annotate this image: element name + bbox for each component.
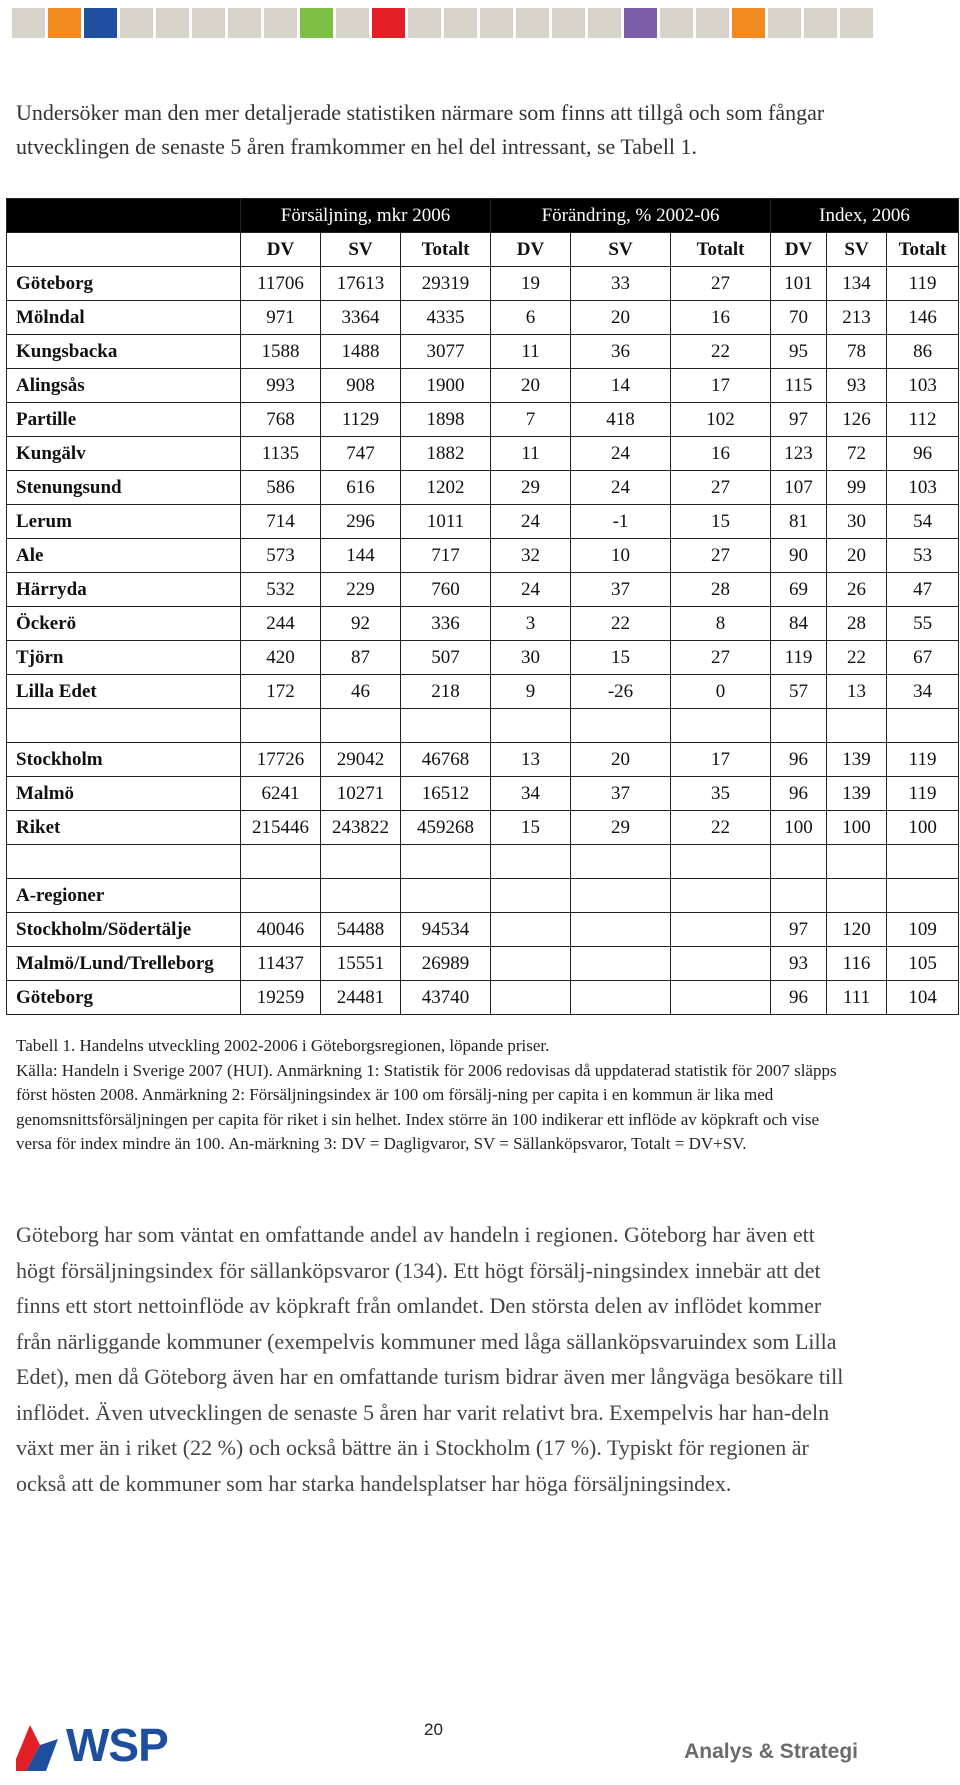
table-cell: 139 bbox=[827, 743, 887, 777]
table-cell: 87 bbox=[321, 641, 401, 675]
table-cell: 16 bbox=[671, 437, 771, 471]
table-cell: 11706 bbox=[241, 267, 321, 301]
section-title: A-regioner bbox=[7, 879, 241, 913]
table-cell: 126 bbox=[827, 403, 887, 437]
table-cell: 47 bbox=[887, 573, 959, 607]
table-cell: 1900 bbox=[401, 369, 491, 403]
column-header: SV bbox=[827, 233, 887, 267]
wsp-logo-icon bbox=[16, 1719, 62, 1771]
table-cell: 119 bbox=[887, 743, 959, 777]
table-cell bbox=[491, 981, 571, 1015]
statistics-table bbox=[6, 198, 959, 1015]
table-row bbox=[7, 335, 959, 369]
table-cell: 22 bbox=[671, 811, 771, 845]
table-cell: 6241 bbox=[241, 777, 321, 811]
color-block bbox=[444, 8, 477, 38]
table-cell: 37 bbox=[571, 777, 671, 811]
table-cell: 102 bbox=[671, 403, 771, 437]
table-cell: 24 bbox=[491, 505, 571, 539]
table-cell: 17613 bbox=[321, 267, 401, 301]
row-label: Tjörn bbox=[7, 641, 241, 675]
color-block bbox=[408, 8, 441, 38]
table-cell: 123 bbox=[771, 437, 827, 471]
table-cell: 54 bbox=[887, 505, 959, 539]
row-label: Öckerö bbox=[7, 607, 241, 641]
spacer-row bbox=[7, 709, 959, 743]
table-cell: 120 bbox=[827, 913, 887, 947]
table-row bbox=[7, 675, 959, 709]
table-cell: 93 bbox=[771, 947, 827, 981]
table-cell: 84 bbox=[771, 607, 827, 641]
table-cell: 103 bbox=[887, 369, 959, 403]
table-cell: 16512 bbox=[401, 777, 491, 811]
table-cell: 10271 bbox=[321, 777, 401, 811]
table-cell: 53 bbox=[887, 539, 959, 573]
table-cell: 111 bbox=[827, 981, 887, 1015]
row-label: Alingsås bbox=[7, 369, 241, 403]
table-cell: 32 bbox=[491, 539, 571, 573]
table-cell: 46 bbox=[321, 675, 401, 709]
table-cell: 67 bbox=[887, 641, 959, 675]
empty-cell bbox=[7, 845, 241, 879]
table-cell: 93 bbox=[827, 369, 887, 403]
table-cell: 15 bbox=[491, 811, 571, 845]
table-cell: 96 bbox=[771, 981, 827, 1015]
color-block bbox=[732, 8, 765, 38]
table-cell: 1129 bbox=[321, 403, 401, 437]
table-cell: 11 bbox=[491, 335, 571, 369]
caption-title: Tabell 1. Handelns utveckling 2002-2006 i Göteborgsregionen, löpande priser. bbox=[16, 1036, 550, 1055]
color-block bbox=[840, 8, 873, 38]
table-cell: 55 bbox=[887, 607, 959, 641]
table-cell: 532 bbox=[241, 573, 321, 607]
empty-cell bbox=[241, 879, 321, 913]
table-cell: 586 bbox=[241, 471, 321, 505]
row-label: Riket bbox=[7, 811, 241, 845]
table-row bbox=[7, 607, 959, 641]
color-block bbox=[84, 8, 117, 38]
column-header: Totalt bbox=[887, 233, 959, 267]
table-cell: 11437 bbox=[241, 947, 321, 981]
table-cell: 29319 bbox=[401, 267, 491, 301]
color-block bbox=[336, 8, 369, 38]
empty-cell bbox=[827, 879, 887, 913]
table-cell: 22 bbox=[571, 607, 671, 641]
table-cell: 218 bbox=[401, 675, 491, 709]
table-cell: 112 bbox=[887, 403, 959, 437]
table-cell: 420 bbox=[241, 641, 321, 675]
color-block bbox=[588, 8, 621, 38]
table-cell: 17726 bbox=[241, 743, 321, 777]
color-block bbox=[48, 8, 81, 38]
table-cell: 29 bbox=[571, 811, 671, 845]
table-cell: 119 bbox=[771, 641, 827, 675]
table-cell: 11 bbox=[491, 437, 571, 471]
table-cell: 26 bbox=[827, 573, 887, 607]
table-cell: 30 bbox=[827, 505, 887, 539]
column-header: Totalt bbox=[401, 233, 491, 267]
color-block bbox=[624, 8, 657, 38]
table-cell: 24 bbox=[491, 573, 571, 607]
column-header: DV bbox=[491, 233, 571, 267]
row-label: Stenungsund bbox=[7, 471, 241, 505]
table-cell: 507 bbox=[401, 641, 491, 675]
table-cell: 90 bbox=[771, 539, 827, 573]
row-label: Lilla Edet bbox=[7, 675, 241, 709]
table-cell: 714 bbox=[241, 505, 321, 539]
header-color-bar bbox=[12, 8, 873, 38]
table-cell: 15 bbox=[671, 505, 771, 539]
table-row bbox=[7, 641, 959, 675]
table-cell: 99 bbox=[827, 471, 887, 505]
table-cell: 9 bbox=[491, 675, 571, 709]
table-cell: 134 bbox=[827, 267, 887, 301]
body-paragraph: Göteborg har som väntat en omfattande andel av handeln i regionen. Göteborg har även ett högt försäljningsindex för sällanköpsvaror (134). Ett högt försälj-ningsindex innebär att det finns ett stort nettoinflöde av köpkraft från omlandet. Den största delen av inflödet kommer från närliggande kommuner (exempelvis kommuner med låga sällanköpsvaruindex som Lilla Edet), men då Göteborg även har en omfattande turism bidrar även mer långväga besökare till inflödet. Även utvecklingen de senaste 5 åren har varit relativt bra. Exempelvis har han-deln växt mer än i riket (22 %) och också bättre än i Stockholm (17 %). Typiskt för regionen är också att de kommuner som har starka handelsplatser har höga försäljningsindex. bbox=[16, 1222, 844, 1496]
color-block bbox=[768, 8, 801, 38]
table-cell: 244 bbox=[241, 607, 321, 641]
table-cell: 43740 bbox=[401, 981, 491, 1015]
table-cell: 3 bbox=[491, 607, 571, 641]
empty-cell bbox=[321, 879, 401, 913]
table-cell: 616 bbox=[321, 471, 401, 505]
table-cell: 27 bbox=[671, 539, 771, 573]
empty-cell bbox=[671, 709, 771, 743]
table-cell: 20 bbox=[827, 539, 887, 573]
empty-cell bbox=[887, 845, 959, 879]
table-cell: 6 bbox=[491, 301, 571, 335]
table-cell: 105 bbox=[887, 947, 959, 981]
column-header: SV bbox=[571, 233, 671, 267]
color-block bbox=[696, 8, 729, 38]
footer-tagline: Analys & Strategi bbox=[684, 1740, 858, 1763]
table-cell: 72 bbox=[827, 437, 887, 471]
table-cell: 1898 bbox=[401, 403, 491, 437]
color-block bbox=[228, 8, 261, 38]
table-cell: 100 bbox=[887, 811, 959, 845]
table-cell: 139 bbox=[827, 777, 887, 811]
table-cell: 19259 bbox=[241, 981, 321, 1015]
table-cell: 22 bbox=[671, 335, 771, 369]
table-cell: 1011 bbox=[401, 505, 491, 539]
wsp-logo bbox=[16, 1718, 168, 1772]
table-row bbox=[7, 811, 959, 845]
table-cell: 28 bbox=[827, 607, 887, 641]
row-label: Kungälv bbox=[7, 437, 241, 471]
row-label: Stockholm bbox=[7, 743, 241, 777]
table-row bbox=[7, 539, 959, 573]
table-cell: 0 bbox=[671, 675, 771, 709]
color-block bbox=[552, 8, 585, 38]
table-row bbox=[7, 913, 959, 947]
wsp-logo-text: WSP bbox=[66, 1719, 168, 1771]
empty-cell bbox=[321, 709, 401, 743]
table-cell: 172 bbox=[241, 675, 321, 709]
table-cell: 37 bbox=[571, 573, 671, 607]
subheader-corner bbox=[7, 233, 241, 267]
table-cell: 10 bbox=[571, 539, 671, 573]
table-cell: 7 bbox=[491, 403, 571, 437]
table-cell: 96 bbox=[887, 437, 959, 471]
table-cell: 94534 bbox=[401, 913, 491, 947]
table-cell: 20 bbox=[571, 743, 671, 777]
empty-cell bbox=[771, 879, 827, 913]
table-cell: 36 bbox=[571, 335, 671, 369]
empty-cell bbox=[491, 879, 571, 913]
table-cell: 57 bbox=[771, 675, 827, 709]
row-label: Kungsbacka bbox=[7, 335, 241, 369]
table-cell: 97 bbox=[771, 913, 827, 947]
table-cell: 34 bbox=[887, 675, 959, 709]
table-cell: 146 bbox=[887, 301, 959, 335]
row-label: Partille bbox=[7, 403, 241, 437]
table-row bbox=[7, 743, 959, 777]
table-cell: 993 bbox=[241, 369, 321, 403]
table-cell: 96 bbox=[771, 743, 827, 777]
table-cell bbox=[671, 981, 771, 1015]
table-cell: 459268 bbox=[401, 811, 491, 845]
column-header: DV bbox=[241, 233, 321, 267]
table-cell: 26989 bbox=[401, 947, 491, 981]
table-cell: 33 bbox=[571, 267, 671, 301]
table-cell: 215446 bbox=[241, 811, 321, 845]
empty-cell bbox=[401, 845, 491, 879]
table-cell: 119 bbox=[887, 777, 959, 811]
spacer-row bbox=[7, 845, 959, 879]
table-cell: 97 bbox=[771, 403, 827, 437]
subheader-row bbox=[7, 233, 959, 267]
section-title-row bbox=[7, 879, 959, 913]
group-header: Index, 2006 bbox=[771, 199, 959, 233]
color-block bbox=[372, 8, 405, 38]
color-block bbox=[156, 8, 189, 38]
empty-cell bbox=[491, 709, 571, 743]
group-header: Försäljning, mkr 2006 bbox=[241, 199, 491, 233]
table-cell: 28 bbox=[671, 573, 771, 607]
table-cell: 17 bbox=[671, 369, 771, 403]
header-corner bbox=[7, 199, 241, 233]
table-cell: 95 bbox=[771, 335, 827, 369]
table-cell: 15 bbox=[571, 641, 671, 675]
table-cell bbox=[571, 981, 671, 1015]
table-cell: 768 bbox=[241, 403, 321, 437]
empty-cell bbox=[7, 709, 241, 743]
table-row bbox=[7, 573, 959, 607]
table-cell: 16 bbox=[671, 301, 771, 335]
table-cell: 971 bbox=[241, 301, 321, 335]
empty-cell bbox=[241, 709, 321, 743]
row-label: Malmö bbox=[7, 777, 241, 811]
table-cell: 40046 bbox=[241, 913, 321, 947]
group-header-row bbox=[7, 199, 959, 233]
empty-cell bbox=[321, 845, 401, 879]
table-cell: 46768 bbox=[401, 743, 491, 777]
empty-cell bbox=[491, 845, 571, 879]
table-cell: 908 bbox=[321, 369, 401, 403]
table-cell: 101 bbox=[771, 267, 827, 301]
table-cell: 27 bbox=[671, 641, 771, 675]
table-cell: 100 bbox=[827, 811, 887, 845]
table-row bbox=[7, 403, 959, 437]
color-block bbox=[516, 8, 549, 38]
table-row bbox=[7, 777, 959, 811]
table-cell: 573 bbox=[241, 539, 321, 573]
table-cell: 17 bbox=[671, 743, 771, 777]
table-cell: 109 bbox=[887, 913, 959, 947]
table-cell: 92 bbox=[321, 607, 401, 641]
table-cell: 34 bbox=[491, 777, 571, 811]
empty-cell bbox=[401, 709, 491, 743]
intro-paragraph: Undersöker man den mer detaljerade statistiken närmare som finns att tillgå och som fångar utvecklingen de senaste 5 åren framkommer en hel del intressant, se Tabell 1. bbox=[16, 100, 825, 159]
table-cell: 418 bbox=[571, 403, 671, 437]
table-cell: 760 bbox=[401, 573, 491, 607]
table-row bbox=[7, 369, 959, 403]
empty-cell bbox=[671, 879, 771, 913]
empty-cell bbox=[771, 709, 827, 743]
table-cell: 100 bbox=[771, 811, 827, 845]
empty-cell bbox=[241, 845, 321, 879]
table-row bbox=[7, 437, 959, 471]
empty-cell bbox=[771, 845, 827, 879]
table-cell: 13 bbox=[491, 743, 571, 777]
empty-cell bbox=[401, 879, 491, 913]
row-label: Stockholm/Södertälje bbox=[7, 913, 241, 947]
color-block bbox=[300, 8, 333, 38]
row-label: Lerum bbox=[7, 505, 241, 539]
table-cell: 13 bbox=[827, 675, 887, 709]
table-cell: 115 bbox=[771, 369, 827, 403]
color-block bbox=[192, 8, 225, 38]
table-cell: 27 bbox=[671, 471, 771, 505]
table-cell: 81 bbox=[771, 505, 827, 539]
empty-cell bbox=[571, 845, 671, 879]
table-cell: 213 bbox=[827, 301, 887, 335]
table-cell: 336 bbox=[401, 607, 491, 641]
table-cell bbox=[571, 913, 671, 947]
table-cell bbox=[671, 947, 771, 981]
table-cell: 96 bbox=[771, 777, 827, 811]
table-cell: 747 bbox=[321, 437, 401, 471]
table-cell: 243822 bbox=[321, 811, 401, 845]
empty-cell bbox=[571, 879, 671, 913]
table-cell: 24481 bbox=[321, 981, 401, 1015]
table-cell: 119 bbox=[887, 267, 959, 301]
page-number: 20 bbox=[424, 1720, 443, 1739]
table-cell: -1 bbox=[571, 505, 671, 539]
group-header: Förändring, % 2002-06 bbox=[491, 199, 771, 233]
table-row bbox=[7, 981, 959, 1015]
table-cell: 717 bbox=[401, 539, 491, 573]
table-row bbox=[7, 471, 959, 505]
table-cell: 70 bbox=[771, 301, 827, 335]
empty-cell bbox=[827, 709, 887, 743]
table-cell: 1135 bbox=[241, 437, 321, 471]
table-row bbox=[7, 301, 959, 335]
table-cell: 4335 bbox=[401, 301, 491, 335]
table-cell: 15551 bbox=[321, 947, 401, 981]
table-cell: 1882 bbox=[401, 437, 491, 471]
table-row bbox=[7, 947, 959, 981]
color-block bbox=[804, 8, 837, 38]
empty-cell bbox=[887, 709, 959, 743]
row-label: Göteborg bbox=[7, 267, 241, 301]
table-cell: 8 bbox=[671, 607, 771, 641]
table-cell: -26 bbox=[571, 675, 671, 709]
column-header: SV bbox=[321, 233, 401, 267]
table-cell: 86 bbox=[887, 335, 959, 369]
table-cell: 14 bbox=[571, 369, 671, 403]
table-cell: 296 bbox=[321, 505, 401, 539]
table-cell: 107 bbox=[771, 471, 827, 505]
color-block bbox=[264, 8, 297, 38]
table-cell: 19 bbox=[491, 267, 571, 301]
color-block bbox=[480, 8, 513, 38]
row-label: Malmö/Lund/Trelleborg bbox=[7, 947, 241, 981]
table-cell: 103 bbox=[887, 471, 959, 505]
table-cell: 29042 bbox=[321, 743, 401, 777]
table-cell bbox=[571, 947, 671, 981]
table-cell: 29 bbox=[491, 471, 571, 505]
table-cell: 22 bbox=[827, 641, 887, 675]
empty-cell bbox=[827, 845, 887, 879]
table-cell: 24 bbox=[571, 471, 671, 505]
table-cell: 229 bbox=[321, 573, 401, 607]
color-block bbox=[660, 8, 693, 38]
table-cell: 20 bbox=[491, 369, 571, 403]
table-cell: 3077 bbox=[401, 335, 491, 369]
table-cell: 30 bbox=[491, 641, 571, 675]
table-cell: 54488 bbox=[321, 913, 401, 947]
table-cell bbox=[671, 913, 771, 947]
row-label: Mölndal bbox=[7, 301, 241, 335]
table-cell: 1488 bbox=[321, 335, 401, 369]
table-cell: 3364 bbox=[321, 301, 401, 335]
table-cell: 69 bbox=[771, 573, 827, 607]
column-header: Totalt bbox=[671, 233, 771, 267]
table-cell: 104 bbox=[887, 981, 959, 1015]
color-block bbox=[120, 8, 153, 38]
row-label: Göteborg bbox=[7, 981, 241, 1015]
table-cell bbox=[491, 947, 571, 981]
color-block bbox=[12, 8, 45, 38]
table-cell: 20 bbox=[571, 301, 671, 335]
table-cell: 78 bbox=[827, 335, 887, 369]
table-row bbox=[7, 505, 959, 539]
table-cell: 24 bbox=[571, 437, 671, 471]
table-cell: 1588 bbox=[241, 335, 321, 369]
empty-cell bbox=[571, 709, 671, 743]
table-row bbox=[7, 267, 959, 301]
table-caption bbox=[16, 1034, 846, 1157]
row-label: Härryda bbox=[7, 573, 241, 607]
table-cell: 35 bbox=[671, 777, 771, 811]
column-header: DV bbox=[771, 233, 827, 267]
row-label: Ale bbox=[7, 539, 241, 573]
empty-cell bbox=[671, 845, 771, 879]
table-cell bbox=[491, 913, 571, 947]
table-cell: 1202 bbox=[401, 471, 491, 505]
table-cell: 116 bbox=[827, 947, 887, 981]
caption-notes: Källa: Handeln i Sverige 2007 (HUI). Anmärkning 1: Statistik för 2006 redovisas då uppdaterad statistik för 2007 släpps först hösten 2008. Anmärkning 2: Försäljningsindex är 100 om försälj-ning per capita i en kommun är lika med genomsnittsförsäljningen per capita för riket i sin helhet. Index större än 100 indikerar ett inflöde av köpkraft och vise versa för index mindre än 100. An-märkning 3: DV = Dagligvaror, SV = Sällanköpsvaror, Totalt = DV+SV. bbox=[16, 1060, 837, 1153]
table-cell: 27 bbox=[671, 267, 771, 301]
empty-cell bbox=[887, 879, 959, 913]
table-cell: 144 bbox=[321, 539, 401, 573]
